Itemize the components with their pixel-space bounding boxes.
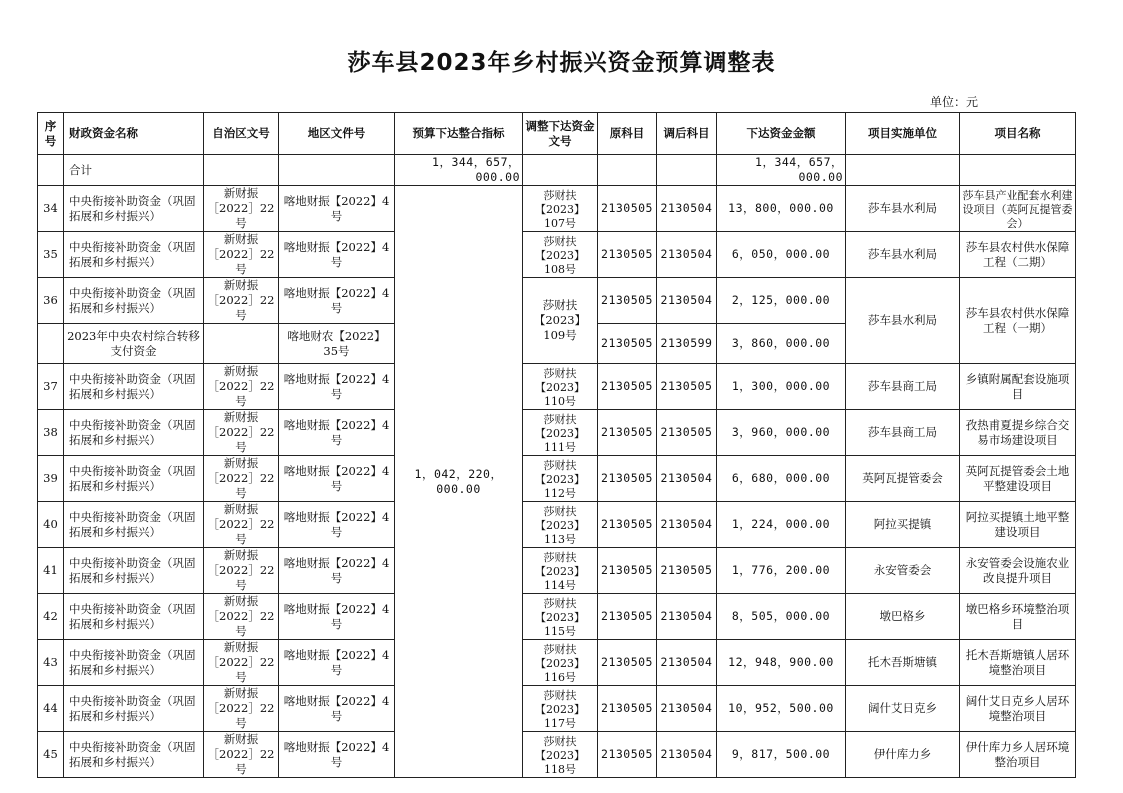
- row-fund: 中央衔接补助资金（巩固拓展和乡村振兴）: [64, 364, 204, 410]
- row-unit: 英阿瓦提管委会: [846, 456, 960, 502]
- row-region-doc: 新财振［2022］22号: [204, 364, 279, 410]
- total-budget: 1，344，657，000.00: [395, 155, 523, 186]
- row-new-subject: 2130504: [657, 732, 717, 778]
- row-adjust-doc: 莎财扶【2023】118号: [523, 732, 598, 778]
- row-fund: 中央衔接补助资金（巩固拓展和乡村振兴）: [64, 686, 204, 732]
- row-orig-subject: 2130505: [598, 732, 657, 778]
- page-title: 莎车县2023年乡村振兴资金预算调整表: [347, 50, 776, 76]
- row-amount: 1，776，200.00: [717, 548, 846, 594]
- row-seq: 38: [38, 410, 64, 456]
- row-unit: 墩巴格乡: [846, 594, 960, 640]
- row-region-doc: 新财振［2022］22号: [204, 686, 279, 732]
- row-district-doc: 喀地财振【2022】4号: [279, 502, 395, 548]
- row-unit: 阿拉买提镇: [846, 502, 960, 548]
- row-district-doc: 喀地财振【2022】4号: [279, 456, 395, 502]
- row-adjust-doc: 莎财扶【2023】112号: [523, 456, 598, 502]
- row-new-subject: 2130504: [657, 502, 717, 548]
- row-unit: 阔什艾日克乡: [846, 686, 960, 732]
- row-seq: 41: [38, 548, 64, 594]
- row-district-doc: 喀地财振【2022】4号: [279, 232, 395, 278]
- row-fund: 中央衔接补助资金（巩固拓展和乡村振兴）: [64, 278, 204, 324]
- row-region-doc: 新财振［2022］22号: [204, 732, 279, 778]
- row-adjust-doc: 莎财扶【2023】116号: [523, 640, 598, 686]
- row-project: 阿拉买提镇土地平整建设项目: [960, 502, 1076, 548]
- row-fund: 中央衔接补助资金（巩固拓展和乡村振兴）: [64, 732, 204, 778]
- row-region-doc: 新财振［2022］22号: [204, 594, 279, 640]
- merged-budget-index: 1，042，220，000.00: [395, 186, 523, 778]
- row-orig-subject: 2130505: [598, 324, 657, 364]
- total-orig: [598, 155, 657, 186]
- total-seq: [38, 155, 64, 186]
- budget-adjustment-table: [37, 112, 1076, 778]
- row-orig-subject: 2130505: [598, 686, 657, 732]
- row-amount: 1，224，000.00: [717, 502, 846, 548]
- table-row: [38, 686, 1076, 732]
- row-amount: 13，800，000.00: [717, 186, 846, 232]
- row-project: 伊什库力乡人居环境整治项目: [960, 732, 1076, 778]
- row-orig-subject: 2130505: [598, 594, 657, 640]
- row-amount: 10，952，500.00: [717, 686, 846, 732]
- row-adjust-doc: 莎财扶【2023】108号: [523, 232, 598, 278]
- header-region-doc: 自治区文号: [204, 113, 279, 155]
- row-new-subject: 2130505: [657, 548, 717, 594]
- row-adjust-doc: 莎财扶【2023】110号: [523, 364, 598, 410]
- row-orig-subject: 2130505: [598, 278, 657, 324]
- row-fund: 中央衔接补助资金（巩固拓展和乡村振兴）: [64, 232, 204, 278]
- header-seq: 序号: [38, 113, 64, 155]
- unit-label: 单位：元: [930, 95, 979, 109]
- row-amount: 3，860，000.00: [717, 324, 846, 364]
- row-adjust-doc: 莎财扶【2023】113号: [523, 502, 598, 548]
- row-seq: 40: [38, 502, 64, 548]
- table-row: [38, 456, 1076, 502]
- row-region-doc: 新财振［2022］22号: [204, 232, 279, 278]
- row-unit: 托木吾斯塘镇: [846, 640, 960, 686]
- total-project: [960, 155, 1076, 186]
- table-row: [38, 594, 1076, 640]
- total-new: [657, 155, 717, 186]
- row-region-doc: 新财振［2022］22号: [204, 640, 279, 686]
- row-adjust-doc: 莎财扶【2023】114号: [523, 548, 598, 594]
- row-district-doc: 喀地财振【2022】4号: [279, 186, 395, 232]
- row-region-doc: [204, 324, 279, 364]
- header-amount: 下达资金金额: [717, 113, 846, 155]
- row-project: 墩巴格乡环境整治项目: [960, 594, 1076, 640]
- table-row: [38, 548, 1076, 594]
- row-fund: 中央衔接补助资金（巩固拓展和乡村振兴）: [64, 640, 204, 686]
- row-orig-subject: 2130505: [598, 640, 657, 686]
- row-unit: 莎车县商工局: [846, 410, 960, 456]
- row-district-doc: 喀地财振【2022】4号: [279, 686, 395, 732]
- row-new-subject: 2130504: [657, 640, 717, 686]
- table-row: [38, 502, 1076, 548]
- row-seq: 43: [38, 640, 64, 686]
- header-adjust-doc: 调整下达资金文号: [523, 113, 598, 155]
- row-region-doc: 新财振［2022］22号: [204, 410, 279, 456]
- row-amount: 9，817，500.00: [717, 732, 846, 778]
- row-new-subject: 2130504: [657, 686, 717, 732]
- row-fund: 中央衔接补助资金（巩固拓展和乡村振兴）: [64, 410, 204, 456]
- row-new-subject: 2130504: [657, 232, 717, 278]
- row-project: 永安管委会设施农业改良提升项目: [960, 548, 1076, 594]
- row-district-doc: 喀地财振【2022】4号: [279, 410, 395, 456]
- row-orig-subject: 2130505: [598, 232, 657, 278]
- row-amount: 12，948，900.00: [717, 640, 846, 686]
- row-district-doc: 喀地财振【2022】4号: [279, 640, 395, 686]
- row-fund: 中央衔接补助资金（巩固拓展和乡村振兴）: [64, 186, 204, 232]
- row-orig-subject: 2130505: [598, 364, 657, 410]
- row-fund: 2023年中央农村综合转移支付资金: [64, 324, 204, 364]
- row-project: 托木吾斯塘镇人居环境整治项目: [960, 640, 1076, 686]
- row-orig-subject: 2130505: [598, 456, 657, 502]
- row-region-doc: 新财振［2022］22号: [204, 548, 279, 594]
- total-amount: 1，344，657，000.00: [717, 155, 846, 186]
- row-seq: 36: [38, 278, 64, 324]
- row-region-doc: 新财振［2022］22号: [204, 456, 279, 502]
- row-adjust-doc: 莎财扶【2023】111号: [523, 410, 598, 456]
- row-region-doc: 新财振［2022］22号: [204, 278, 279, 324]
- row-fund: 中央衔接补助资金（巩固拓展和乡村振兴）: [64, 594, 204, 640]
- total-doc: [523, 155, 598, 186]
- row-adjust-doc: 莎财扶【2023】117号: [523, 686, 598, 732]
- table-row: [38, 410, 1076, 456]
- header-district-doc: 地区文件号: [279, 113, 395, 155]
- row-orig-subject: 2130505: [598, 186, 657, 232]
- row-district-doc: 喀地财振【2022】4号: [279, 364, 395, 410]
- table-row: [38, 232, 1076, 278]
- row-project: 莎车县农村供水保障工程（一期）: [960, 278, 1076, 364]
- table-row: [38, 732, 1076, 778]
- row-unit: 莎车县商工局: [846, 364, 960, 410]
- row-unit: 莎车县水利局: [846, 186, 960, 232]
- row-seq: 39: [38, 456, 64, 502]
- header-new-subject: 调后科目: [657, 113, 717, 155]
- header-project: 项目名称: [960, 113, 1076, 155]
- row-unit: 莎车县水利局: [846, 278, 960, 364]
- row-region-doc: 新财振［2022］22号: [204, 502, 279, 548]
- row-region-doc: 新财振［2022］22号: [204, 186, 279, 232]
- total-row: [38, 155, 1076, 186]
- row-project: 乡镇附属配套设施项目: [960, 364, 1076, 410]
- row-amount: 8，505，000.00: [717, 594, 846, 640]
- row-new-subject: 2130504: [657, 456, 717, 502]
- row-district-doc: 喀地财振【2022】4号: [279, 548, 395, 594]
- total-district: [279, 155, 395, 186]
- row-amount: 2，125，000.00: [717, 278, 846, 324]
- row-amount: 3，960，000.00: [717, 410, 846, 456]
- row-fund: 中央衔接补助资金（巩固拓展和乡村振兴）: [64, 548, 204, 594]
- row-orig-subject: 2130505: [598, 548, 657, 594]
- row-seq: 34: [38, 186, 64, 232]
- row-new-subject: 2130504: [657, 594, 717, 640]
- row-seq: 42: [38, 594, 64, 640]
- row-district-doc: 喀地财振【2022】4号: [279, 594, 395, 640]
- total-unit: [846, 155, 960, 186]
- row-new-subject: 2130505: [657, 410, 717, 456]
- table-row: [38, 278, 1076, 324]
- row-project: 阔什艾日克乡人居环境整治项目: [960, 686, 1076, 732]
- row-project: 莎车县农村供水保障工程（二期）: [960, 232, 1076, 278]
- row-seq: [38, 324, 64, 364]
- row-unit: 莎车县水利局: [846, 232, 960, 278]
- row-fund: 中央衔接补助资金（巩固拓展和乡村振兴）: [64, 502, 204, 548]
- row-adjust-doc: 莎财扶【2023】107号: [523, 186, 598, 232]
- row-district-doc: 喀地财振【2022】4号: [279, 278, 395, 324]
- header-budget-index: 预算下达整合指标: [395, 113, 523, 155]
- header-fund-name: 财政资金名称: [64, 113, 204, 155]
- header-row: [38, 113, 1076, 155]
- table-row: [38, 186, 1076, 232]
- header-orig-subject: 原科目: [598, 113, 657, 155]
- row-orig-subject: 2130505: [598, 410, 657, 456]
- row-unit: 伊什库力乡: [846, 732, 960, 778]
- row-project: 莎车县产业配套水利建设项目（英阿瓦提管委会）: [960, 186, 1076, 232]
- row-new-subject: 2130599: [657, 324, 717, 364]
- table-row: [38, 364, 1076, 410]
- row-seq: 35: [38, 232, 64, 278]
- row-seq: 45: [38, 732, 64, 778]
- row-fund: 中央衔接补助资金（巩固拓展和乡村振兴）: [64, 456, 204, 502]
- row-orig-subject: 2130505: [598, 502, 657, 548]
- row-district-doc: 喀地财振【2022】4号: [279, 732, 395, 778]
- total-region: [204, 155, 279, 186]
- row-adjust-doc: 莎财扶【2023】115号: [523, 594, 598, 640]
- row-new-subject: 2130504: [657, 278, 717, 324]
- row-new-subject: 2130504: [657, 186, 717, 232]
- total-label: 合计: [64, 155, 204, 186]
- row-amount: 6，050，000.00: [717, 232, 846, 278]
- row-amount: 6，680，000.00: [717, 456, 846, 502]
- row-new-subject: 2130505: [657, 364, 717, 410]
- row-amount: 1，300，000.00: [717, 364, 846, 410]
- row-seq: 37: [38, 364, 64, 410]
- header-unit: 项目实施单位: [846, 113, 960, 155]
- row-seq: 44: [38, 686, 64, 732]
- row-adjust-doc: 莎财扶【2023】109号: [523, 278, 598, 364]
- table-row: [38, 640, 1076, 686]
- row-district-doc: 喀地财农【2022】35号: [279, 324, 395, 364]
- row-project: 英阿瓦提管委会土地平整建设项目: [960, 456, 1076, 502]
- row-project: 孜热甫夏提乡综合交易市场建设项目: [960, 410, 1076, 456]
- row-unit: 永安管委会: [846, 548, 960, 594]
